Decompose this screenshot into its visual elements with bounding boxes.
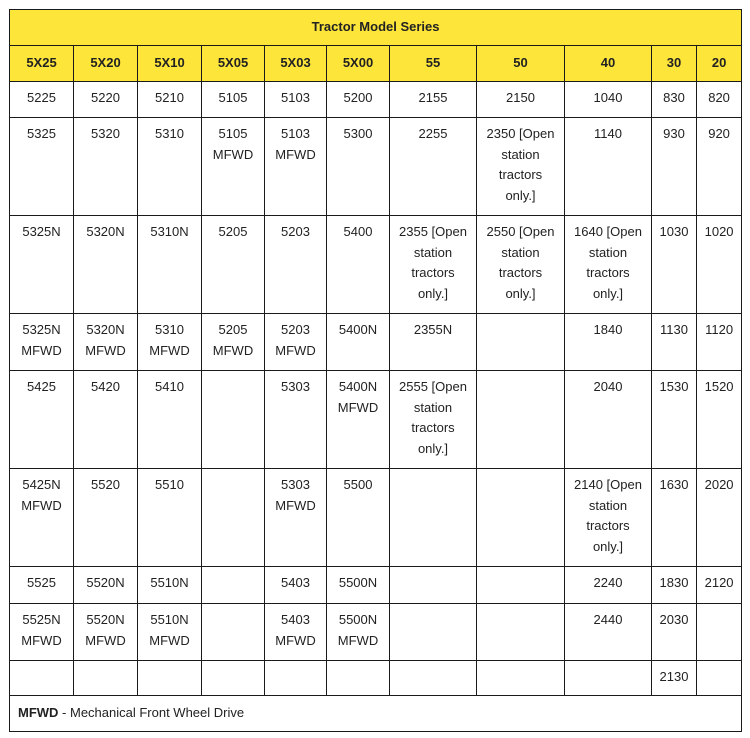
table-cell	[652, 82, 697, 118]
cell-text: 5320N MFWD	[85, 322, 126, 358]
cell-text: 5300	[343, 126, 373, 141]
cell-text: 5425N MFWD	[21, 477, 62, 513]
cell-text: 2355 [Open station tractors only.]	[399, 224, 467, 301]
table-cell	[327, 661, 390, 696]
column-header: 30	[652, 46, 697, 82]
cell-text: 5500	[343, 477, 373, 492]
table-row	[10, 371, 742, 469]
cell-text: 830	[663, 90, 685, 105]
cell-text: 2020	[704, 477, 734, 492]
table-row	[10, 216, 742, 314]
column-header: 20	[697, 46, 742, 82]
table-cell	[327, 604, 390, 661]
table-cell	[697, 604, 742, 661]
footnote-definition: - Mechanical Front Wheel Drive	[58, 705, 245, 721]
table-cell	[265, 314, 327, 371]
table-cell	[477, 371, 565, 469]
cell-text: 5303	[281, 379, 310, 394]
cell-text: 5400	[343, 224, 373, 239]
column-header: 40	[565, 46, 652, 82]
table-cell	[74, 469, 138, 567]
table-row	[10, 314, 742, 371]
column-header: 5X03	[265, 46, 327, 82]
table-cell	[477, 469, 565, 567]
table-cell	[390, 604, 477, 661]
title-row	[10, 10, 742, 46]
cell-text: 2030	[659, 612, 689, 627]
cell-text: 2350 [Open station tractors only.]	[486, 126, 555, 203]
table-row	[10, 82, 742, 118]
table-cell	[74, 567, 138, 604]
cell-text: 5210	[155, 90, 184, 105]
cell-text: 1630	[659, 477, 689, 492]
table-cell	[265, 469, 327, 567]
table-cell	[265, 216, 327, 314]
cell-text: 1520	[704, 379, 734, 394]
table-cell	[697, 567, 742, 604]
cell-text: 5500N	[338, 575, 378, 590]
table-cell	[652, 604, 697, 661]
table-cell	[10, 118, 74, 216]
cell-text: 2555 [Open station tractors only.]	[399, 379, 467, 456]
table-cell	[477, 604, 565, 661]
footnote-row	[10, 696, 742, 732]
table-cell	[265, 118, 327, 216]
table-cell	[327, 82, 390, 118]
cell-text: 5510	[155, 477, 184, 492]
cell-text: 5325	[27, 126, 56, 141]
cell-text: 5403	[281, 575, 310, 590]
table-cell	[565, 567, 652, 604]
table-cell	[10, 661, 74, 696]
table-cell	[652, 314, 697, 371]
table-cell	[202, 371, 265, 469]
table-cell	[697, 371, 742, 469]
table-cell	[652, 371, 697, 469]
table-cell	[477, 661, 565, 696]
table-cell	[202, 82, 265, 118]
cell-text: 5325N	[22, 224, 61, 239]
table-cell	[138, 82, 202, 118]
header-row	[10, 46, 742, 82]
table-cell	[327, 216, 390, 314]
table-cell	[390, 469, 477, 567]
table-cell	[697, 118, 742, 216]
table-cell	[74, 118, 138, 216]
table-cell	[202, 661, 265, 696]
cell-text: 2355N	[413, 322, 453, 337]
table-cell	[138, 216, 202, 314]
cell-text: 5105	[218, 90, 248, 105]
cell-text: 5425	[27, 379, 56, 394]
cell-text: 5320	[91, 126, 120, 141]
table-row	[10, 118, 742, 216]
table-cell	[697, 661, 742, 696]
table-cell	[565, 216, 652, 314]
cell-text: 920	[708, 126, 730, 141]
cell-text: 2240	[593, 575, 623, 590]
cell-text: 5205 MFWD	[212, 322, 254, 358]
table-cell	[202, 567, 265, 604]
cell-text: 5525N MFWD	[21, 612, 62, 648]
table-cell	[10, 216, 74, 314]
cell-text: 5310 MFWD	[149, 322, 190, 358]
table-cell	[390, 216, 477, 314]
table-cell	[327, 118, 390, 216]
table-cell	[10, 469, 74, 567]
table-cell	[265, 661, 327, 696]
table-cell	[265, 82, 327, 118]
table-cell	[138, 567, 202, 604]
table-cell	[390, 118, 477, 216]
cell-text: 5205	[218, 224, 248, 239]
cell-text: 1140	[594, 126, 622, 141]
table-cell	[10, 371, 74, 469]
cell-text: 5105 MFWD	[212, 126, 254, 162]
cell-text: 2120	[704, 575, 734, 590]
table-cell	[565, 469, 652, 567]
cell-text: 5525	[27, 575, 56, 590]
table-cell	[565, 371, 652, 469]
table-cell	[652, 469, 697, 567]
table-cell	[10, 82, 74, 118]
table-cell	[652, 118, 697, 216]
column-header: 5X00	[327, 46, 390, 82]
column-header: 50	[477, 46, 565, 82]
cell-text: 5403 MFWD	[275, 612, 316, 648]
table-row	[10, 661, 742, 696]
cell-text: 5520N	[86, 575, 125, 590]
table-row	[10, 469, 742, 567]
table-cell	[652, 216, 697, 314]
table-cell	[327, 371, 390, 469]
table-cell	[477, 567, 565, 604]
table-cell	[138, 469, 202, 567]
table-cell	[697, 314, 742, 371]
table-cell	[697, 82, 742, 118]
cell-text: 5520N MFWD	[85, 612, 126, 648]
tractor-model-table	[9, 9, 742, 732]
table-cell	[652, 567, 697, 604]
table-cell	[390, 661, 477, 696]
cell-text: 5420	[91, 379, 120, 394]
table-cell	[74, 604, 138, 661]
table-cell	[74, 661, 138, 696]
cell-text: 5310	[155, 126, 184, 141]
table-cell	[10, 314, 74, 371]
table-cell	[697, 469, 742, 567]
table-cell	[565, 82, 652, 118]
cell-text: 2550 [Open station tractors only.]	[486, 224, 555, 301]
table-cell	[202, 314, 265, 371]
cell-text: 1130	[660, 322, 688, 337]
cell-text: 5200	[343, 90, 373, 105]
column-header: 5X10	[138, 46, 202, 82]
cell-text: 1020	[704, 224, 734, 239]
table-row	[10, 567, 742, 604]
cell-text: 5510N	[150, 575, 189, 590]
table-cell	[10, 567, 74, 604]
table-cell	[138, 118, 202, 216]
table-cell	[390, 82, 477, 118]
cell-text: 1040	[593, 90, 623, 105]
cell-text: 1030	[659, 224, 689, 239]
column-header: 5X20	[74, 46, 138, 82]
table-cell	[327, 567, 390, 604]
table-cell	[565, 604, 652, 661]
table-cell	[74, 82, 138, 118]
table-cell	[327, 469, 390, 567]
table-cell	[74, 216, 138, 314]
footnote	[10, 696, 742, 732]
table-cell	[202, 216, 265, 314]
table-cell	[477, 82, 565, 118]
table-cell	[265, 604, 327, 661]
table-cell	[138, 371, 202, 469]
table-cell	[74, 371, 138, 469]
cell-text: 1830	[659, 575, 689, 590]
cell-text: 1840	[593, 322, 623, 337]
table-cell	[565, 661, 652, 696]
cell-text: 2255	[418, 126, 448, 141]
table-cell	[74, 314, 138, 371]
table-cell	[265, 371, 327, 469]
table-cell	[202, 604, 265, 661]
cell-text: 5320N	[86, 224, 125, 239]
cell-text: 5500N MFWD	[337, 612, 379, 648]
cell-text: 5303 MFWD	[275, 477, 316, 513]
table-cell	[202, 118, 265, 216]
table-cell	[138, 314, 202, 371]
table-cell	[652, 661, 697, 696]
table-cell	[202, 469, 265, 567]
cell-text: 5400N MFWD	[337, 379, 379, 415]
table-cell	[327, 314, 390, 371]
cell-text: 5410	[155, 379, 184, 394]
table-cell	[390, 567, 477, 604]
cell-text: 5520	[91, 477, 120, 492]
cell-text: 5220	[91, 90, 120, 105]
table-cell	[138, 604, 202, 661]
table-cell	[565, 118, 652, 216]
table-cell	[477, 314, 565, 371]
table-cell	[390, 314, 477, 371]
cell-text: 5225	[27, 90, 56, 105]
cell-text: 2130	[659, 669, 689, 684]
footnote-term: MFWD	[18, 705, 59, 721]
cell-text: 5510N MFWD	[149, 612, 190, 648]
cell-text: 2150	[506, 90, 535, 105]
table-cell	[138, 661, 202, 696]
cell-text: 5203 MFWD	[275, 322, 316, 358]
table-cell	[390, 371, 477, 469]
column-header: 5X25	[10, 46, 74, 82]
table-cell	[10, 604, 74, 661]
table-cell	[265, 567, 327, 604]
cell-text: 1640 [Open station tractors only.]	[574, 224, 642, 301]
cell-text: 2155	[418, 90, 448, 105]
cell-text: 1120	[705, 322, 734, 337]
cell-text: 5310N	[150, 224, 189, 239]
cell-text: 5103	[281, 90, 310, 105]
table-row	[10, 604, 742, 661]
cell-text: 2040	[593, 379, 623, 394]
table-cell	[477, 216, 565, 314]
cell-text: 5203	[281, 224, 310, 239]
cell-text: 930	[663, 126, 685, 141]
cell-text: 820	[708, 90, 730, 105]
cell-text: 2140 [Open station tractors only.]	[574, 477, 642, 554]
cell-text: 1530	[659, 379, 689, 394]
table-cell	[477, 118, 565, 216]
cell-text: 5103 MFWD	[275, 126, 316, 162]
column-header: 5X05	[202, 46, 265, 82]
cell-text: 2440	[593, 612, 623, 627]
cell-text: 5400N	[338, 322, 378, 337]
table-cell	[697, 216, 742, 314]
column-header: 55	[390, 46, 477, 82]
table-title: Tractor Model Series	[10, 10, 742, 46]
table-cell	[565, 314, 652, 371]
cell-text: 5325N MFWD	[21, 322, 62, 358]
